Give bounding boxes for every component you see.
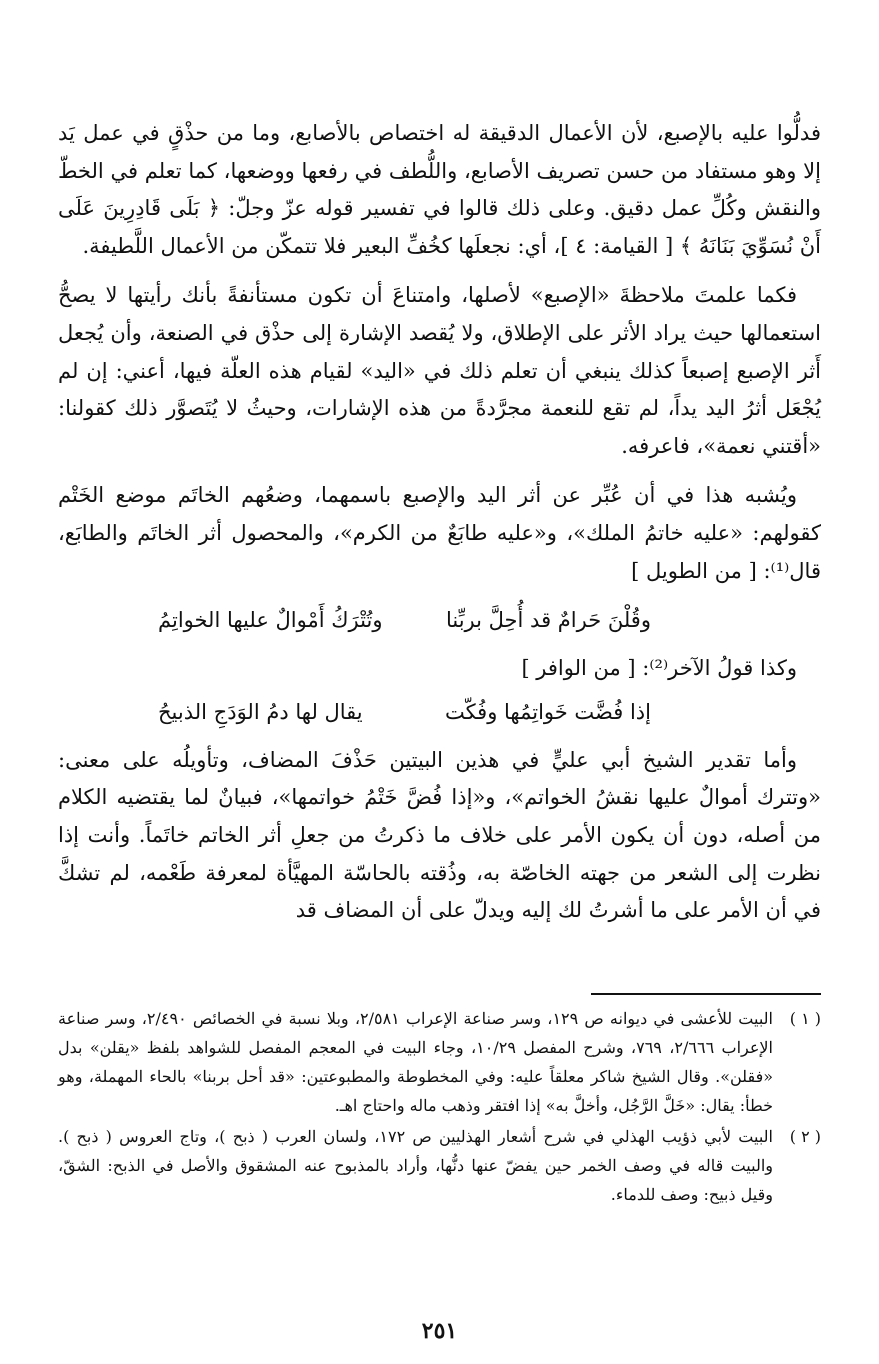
verse-1-first-hemistich: وقُلْنَ حَرامٌ قد أُحِلَّ بربِّنا [445,608,651,633]
paragraph-1: فدلُّوا عليه بالإصبع، لأن الأعمال الدقيقة له اختصاص بالأصابع، وما من حذْقٍ في عمل يَد إلا وهو مستفاد من حسن تصريف الأصابع، واللُّطف في رفعها ووضعها، كما تعلم في الخطّ والنقش وكُلِّ عمل دقيق. وعلى ذلك قالوا في تفسير قوله عزّ وجلّ: ﴿ بَلَى قَادِرِينَ عَلَى أَنْ نُسَوِّيَ بَنَانَهُ ﴾ [ القيامة: ٤ ]، أي: نجعلَها كخُفِّ البعير فلا تتمكّن من الأعمال اللَّطيفة. [58,121,821,258]
verse-2-intro: وكذا قولُ الآخر⁽²⁾: [ من الوافر ] [521,656,797,681]
paragraph-3: ويُشبه هذا في أن عُبِّر عن أثر اليد والإصبع باسمهما، وضعُهم الخاتَم موضع الخَتْم كقولهم: «عليه خاتمُ الملك»، و«عليه طابَعٌ من الكرم»، والمحصول أثر الخاتَم والطابَع، قال⁽¹⁾: [ من الطويل ] [58,483,821,583]
footnote-number: ( ٢ ) [789,1127,821,1146]
footnote-text: البيت لأبي ذؤيب الهذلي في شرح أشعار الهذليين ص ١٧٢، ولسان العرب ( ذبح )، وتاج العروس ( ذبح ). والبيت قاله في وصف الخمر حين يفضّ عنها دنُّها، وأراد بالمذبوح عنه المشقوق والأصل في الذبح: الشقّ، وقيل ذبيح: وصف للدماء. [58,1127,773,1204]
verse-1 [58,602,821,646]
verse-2-first-hemistich: إذا فُضَّت خَواتِمُها وفُكّت [444,699,651,724]
footnote-number: ( ١ ) [789,1009,821,1028]
footnote-2 [58,1122,821,1209]
footnote-1 [58,1004,821,1120]
verse-2-second-hemistich: يقال لها دمُ الوَدَجِ الذبيحُ [158,699,363,724]
footnote-separator [591,993,821,995]
main-text [58,115,821,942]
verse-2 [58,694,821,738]
verse-1-second-hemistich: وتُتْرَكُ أَمْوالٌ عليها الخواتِمُ [158,608,383,633]
footnotes [58,1004,821,1211]
paragraph-4: وأما تقدير الشيخ أبي عليٍّ في هذين البيتين حَذْفَ المضاف، وتأويلُه على معنى: «وتترك أموالٌ عليها نقشُ الخواتم»، و«إذا فُضَّ خَتْمُ خواتمها»، فبيانٌ لما يقتضيه الكلام من أصله، دون أن يكون الأمر على خلاف ما ذكرتُ من جعلِ أثر الخاتم خاتَماً. وأنت إذا نظرت إلى الشعر من جهته الخاصّة به، وذُقته بالحاسّة المهيَّأة لمعرفة طَعْمه، لم تشكَّ في أن الأمر على ما أشرتُ لك إليه ويدلّ على أن المضاف قد [58,747,821,923]
footnote-text: البيت للأعشى في ديوانه ص ١٢٩، وسر صناعة الإعراب ٢/٥٨١، وبلا نسبة في الخصائص ٢/٤٩٠، وسر صناعة الإعراب ٢/٦٦٦، ٧٦٩، وشرح المفصل ١٠/٢٩، وجاء البيت في المعجم المفصل للشواهد بلفظ «يقلن» بدل «فقلن». وقال الشيخ شاكر معلقاً عليه: وفي المخطوطة والمطبوعتين: «قد أحل بربنا» بالحاء المهملة، وهو خطأ: يقال: «خَلَّ الرَّجُل، وأخلَّ به» إذا افتقر وذهب ماله واحتاج اهـ. [58,1009,774,1115]
page-number: ٢٥١ [421,1318,458,1344]
paragraph-2: فكما علمتَ ملاحظةَ «الإصبع» لأصلها، وامتناعَ أن تكون مستأنفةً بأنك رأيتها لا يصحُّ استعمالها حيث يراد الأثر على الإطلاق، ولا يُقصد الإشارة إلى حذْق في الصنعة، وأن يُجعل أَثر الإصبع إصبعاً كذلك ينبغي أن تعلم ذلك في «اليد» لقيام هذه العلّة فيها، أعني: إن لم يُجْعَل أثرُ اليد يداً، لم تقع للنعمة مجرَّدةً من هذه الإشارات، وحيثُ لا يُتَصوَّر ذلك كقولنا: «أقتني نعمة»، فاعرفه. [58,283,821,458]
